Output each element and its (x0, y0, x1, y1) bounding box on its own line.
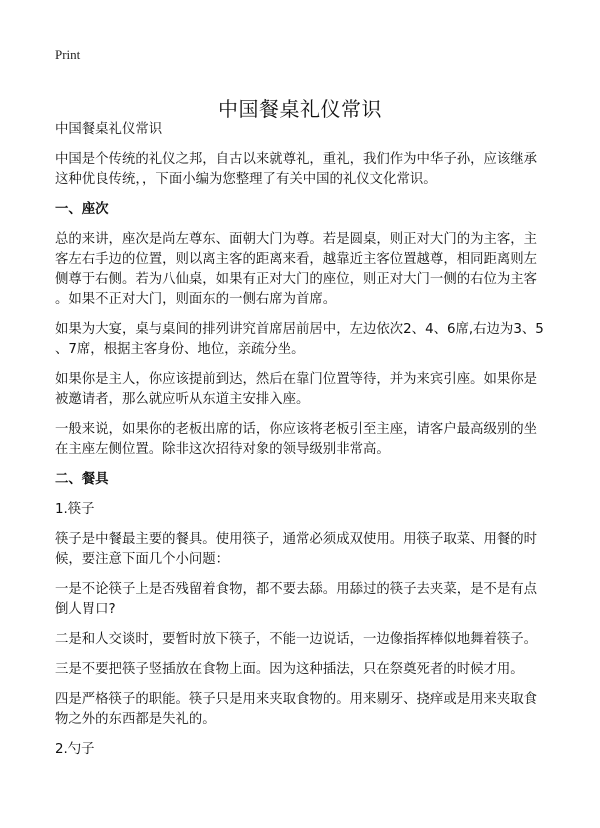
paragraph (55, 420, 555, 460)
paragraph (55, 530, 555, 570)
paragraph (55, 370, 555, 410)
paragraph (55, 690, 555, 730)
paragraph (55, 630, 555, 650)
section-heading (55, 200, 555, 220)
text-line: 一、座次 (55, 202, 109, 217)
text-line: 中国餐桌礼仪常识 (55, 122, 163, 137)
text-line: 如果为大宴，桌与桌间的排列讲究首席居前居中，左边依次2、4、6席,右边为3、5 (55, 322, 544, 337)
text-line: 、7席，根据主客身份、地位，亲疏分坐。 (55, 342, 305, 357)
paragraph (55, 660, 555, 680)
text-line: 2.勺子 (55, 742, 95, 757)
paragraph (55, 120, 555, 140)
text-line: 。如果不正对大门，则面东的一侧右席为首席。 (55, 292, 337, 307)
text-line: 中国是个传统的礼仪之邦，自古以来就尊礼，重礼，我们作为中华子孙，应该继承 (55, 152, 538, 167)
paragraph (55, 500, 555, 520)
paragraph (55, 740, 555, 760)
article-body (55, 120, 555, 770)
paragraph (55, 150, 555, 190)
text-line: 二是和人交谈时，要暂时放下筷子，不能一边说话，一边像指挥棒似地舞着筷子。 (55, 632, 538, 647)
text-line: 1.筷子 (55, 502, 95, 517)
text-line: 如果你是主人，你应该提前到达，然后在靠门位置等待，并为来宾引座。如果你是 (55, 372, 538, 387)
text-line: 物之外的东西都是失礼的。 (55, 712, 216, 727)
paragraph (55, 580, 555, 620)
page-title: 中国餐桌礼仪常识 (218, 97, 382, 122)
text-line: 在主座左侧位置。除非这次招待对象的领导级别非常高。 (55, 442, 390, 457)
text-line: 这种优良传统，，下面小编为您整理了有关中国的礼仪文化常识。 (55, 172, 437, 187)
print-link[interactable]: Print (55, 47, 81, 62)
text-line: 三是不要把筷子竖插放在食物上面。因为这种插法，只在祭奠死者的时候才用。 (55, 662, 524, 677)
text-line: 候，要注意下面几个小问题： (55, 552, 230, 567)
text-line: 一是不论筷子上是否残留着食物，都不要去舔。用舔过的筷子去夹菜，是不是有点 (55, 582, 538, 597)
text-line: 倒人胃口? (55, 602, 116, 617)
paragraph (55, 230, 555, 310)
paragraph (55, 320, 555, 360)
text-line: 被邀请者，那么就应听从东道主安排入座。 (55, 392, 310, 407)
text-line: 客左右手边的位置，则以离主客的距离来看，越靠近主客位置越尊，相同距离则左 (55, 252, 538, 267)
text-line: 筷子是中餐最主要的餐具。使用筷子，通常必须成双使用。用筷子取菜、用餐的时 (55, 532, 538, 547)
text-line: 四是严格筷子的职能。筷子只是用来夹取食物的。用来剔牙、挠痒或是用来夹取食 (55, 692, 538, 707)
text-line: 侧尊于右侧。若为八仙桌，如果有正对大门的座位，则正对大门一侧的右位为主客 (55, 272, 538, 287)
text-line: 一般来说，如果你的老板出席的话，你应该将老板引至主座，请客户最高级别的坐 (55, 422, 538, 437)
text-line: 二、餐具 (55, 472, 109, 487)
section-heading (55, 470, 555, 490)
text-line: 总的来讲，座次是尚左尊东、面朝大门为尊。若是圆桌，则正对大门的为主客，主 (55, 232, 538, 247)
